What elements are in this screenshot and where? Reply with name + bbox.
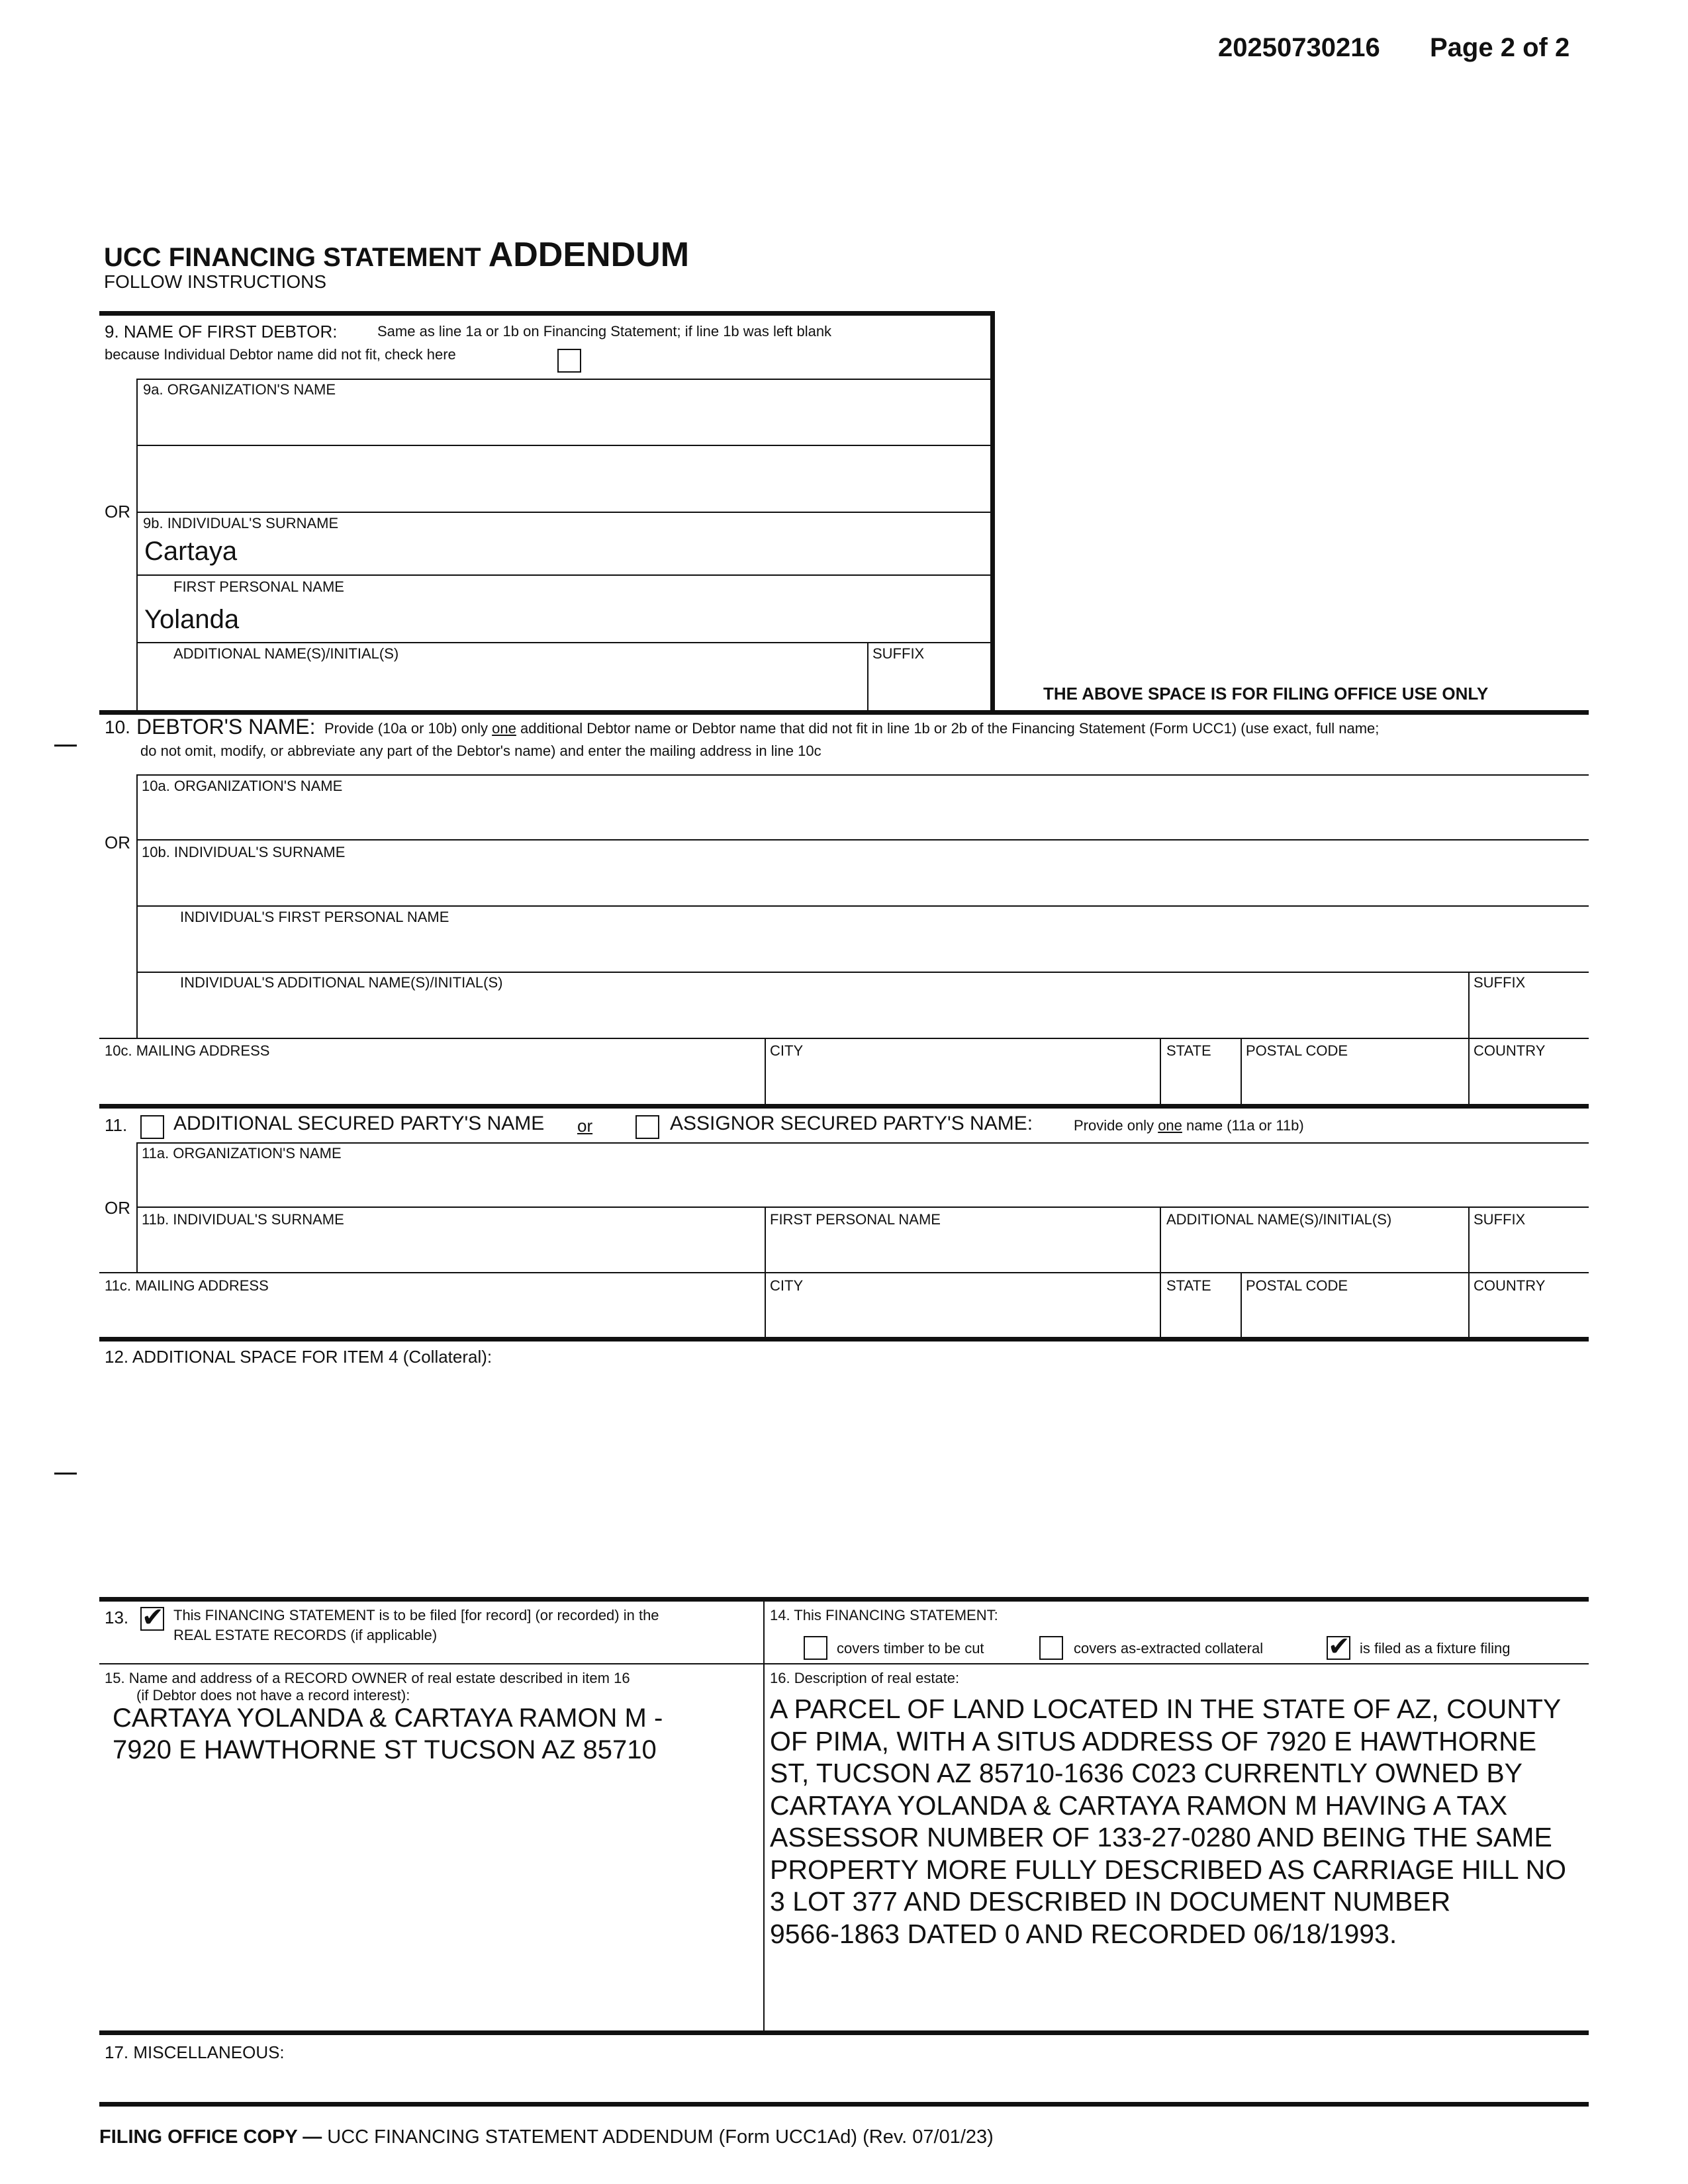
item11-additional-label: ADDITIONAL SECURED PARTY'S NAME bbox=[173, 1113, 545, 1134]
item11a-input[interactable] bbox=[139, 1161, 1582, 1205]
footer-bold: FILING OFFICE COPY — bbox=[99, 2126, 322, 2148]
item10-desc1 bbox=[324, 721, 1379, 736]
item11c-mail-label: 11c. MAILING ADDRESS bbox=[105, 1277, 269, 1294]
item16-line: PROPERTY MORE FULLY DESCRIBED AS CARRIAGE HILL NO bbox=[770, 1854, 1566, 1885]
item16-line: OF PIMA, WITH A SITUS ADDRESS OF 7920 E HAWTHORNE bbox=[770, 1725, 1537, 1756]
item11c-state-label: STATE bbox=[1166, 1277, 1211, 1294]
item16-line: 3 LOT 377 AND DESCRIBED IN DOCUMENT NUMBER bbox=[770, 1886, 1451, 1917]
item10-first-name-label: INDIVIDUAL'S FIRST PERSONAL NAME bbox=[180, 909, 449, 925]
page-indicator: Page 2 of 2 bbox=[1430, 33, 1570, 62]
item11-desc-c: name (11a or 11b) bbox=[1182, 1117, 1304, 1134]
item11-desc bbox=[1074, 1118, 1304, 1133]
item11-assignor-checkbox[interactable] bbox=[635, 1115, 659, 1139]
item9a-label: 9a. ORGANIZATION'S NAME bbox=[143, 381, 336, 398]
item10-additional-label: INDIVIDUAL'S ADDITIONAL NAME(S)/INITIAL(S) bbox=[180, 974, 503, 991]
item10-desc1-c: additional Debtor name or Debtor name that did not fit in line 1b or 2b of the Financing Statement (Form UCC1) (use exact, full name; bbox=[516, 720, 1380, 737]
item10a-label: 10a. ORGANIZATION'S NAME bbox=[142, 778, 343, 794]
item11-additional-checkbox[interactable] bbox=[140, 1115, 164, 1139]
item10a-input[interactable] bbox=[139, 794, 1582, 837]
item14-timber-checkbox[interactable] bbox=[804, 1636, 827, 1660]
item10c-city-label: CITY bbox=[770, 1042, 804, 1059]
item16-line: 9566-1863 DATED 0 AND RECORDED 06/18/1993. bbox=[770, 1918, 1397, 1949]
item9-desc1: Same as line 1a or 1b on Financing Statement; if line 1b was left blank bbox=[377, 323, 832, 340]
item9-or: OR bbox=[105, 502, 130, 522]
item10-suffix-label: SUFFIX bbox=[1474, 974, 1526, 991]
item10c-mail-label: 10c. MAILING ADDRESS bbox=[105, 1042, 270, 1059]
item11-or: or bbox=[577, 1116, 593, 1136]
item9b-label: 9b. INDIVIDUAL'S SURNAME bbox=[143, 515, 339, 531]
item15-owner-line1[interactable]: CARTAYA YOLANDA & CARTAYA RAMON M - bbox=[113, 1704, 663, 1733]
form-title-main: ADDENDUM bbox=[488, 236, 690, 274]
item11b-label: 11b. INDIVIDUAL'S SURNAME bbox=[142, 1211, 344, 1228]
item11a-label: 11a. ORGANIZATION'S NAME bbox=[142, 1145, 342, 1161]
item9-suffix-label: SUFFIX bbox=[872, 645, 925, 662]
item10-number: 10. bbox=[105, 717, 130, 737]
item15-label: 15. Name and address of a RECORD OWNER of real estate described in item 16 bbox=[105, 1670, 630, 1686]
item16-line: CARTAYA YOLANDA & CARTAYA RAMON M HAVING A TAX bbox=[770, 1790, 1508, 1821]
item14-fixture-checkbox[interactable] bbox=[1327, 1631, 1350, 1662]
item13-number: 13. bbox=[105, 1608, 129, 1627]
item14-extracted-label: covers as-extracted collateral bbox=[1074, 1640, 1264, 1657]
margin-tick-top bbox=[54, 745, 77, 747]
item11c-country-label: COUNTRY bbox=[1474, 1277, 1546, 1294]
item10-desc1-one: one bbox=[492, 720, 516, 737]
item12-collateral-area[interactable] bbox=[99, 1370, 1589, 1592]
item10b-input[interactable] bbox=[139, 860, 1582, 903]
item17-label: 17. MISCELLANEOUS: bbox=[105, 2042, 285, 2062]
item12-label: 12. ADDITIONAL SPACE FOR ITEM 4 (Collateral): bbox=[105, 1347, 492, 1367]
item17-input[interactable] bbox=[99, 2065, 1589, 2098]
item14-label: 14. This FINANCING STATEMENT: bbox=[770, 1607, 998, 1623]
item11-assignor-label: ASSIGNOR SECURED PARTY'S NAME: bbox=[670, 1113, 1033, 1134]
item11-desc-a: Provide only bbox=[1074, 1117, 1158, 1134]
form-title bbox=[104, 235, 689, 275]
footer-text bbox=[99, 2126, 994, 2148]
item15-owner-line2[interactable]: 7920 E HAWTHORNE ST TUCSON AZ 85710 bbox=[113, 1735, 657, 1764]
item14-fixture-label: is filed as a fixture filing bbox=[1360, 1640, 1511, 1657]
item11-additional-label: ADDITIONAL NAME(S)/INITIAL(S) bbox=[1166, 1211, 1392, 1228]
item13-text1: This FINANCING STATEMENT is to be filed [for record] (or recorded) in the bbox=[173, 1607, 659, 1623]
item11-first-name-label: FIRST PERSONAL NAME bbox=[770, 1211, 941, 1228]
item9b-surname-value[interactable]: Cartaya bbox=[144, 537, 238, 566]
item9-desc2: because Individual Debtor name did not fit, check here bbox=[105, 346, 456, 363]
item16-line: ST, TUCSON AZ 85710-1636 C023 CURRENTLY OWNED BY bbox=[770, 1758, 1523, 1788]
form-title-prefix: UCC FINANCING STATEMENT bbox=[104, 243, 489, 272]
item11-number: 11. bbox=[105, 1115, 128, 1135]
item10c-postal-label: POSTAL CODE bbox=[1246, 1042, 1348, 1059]
item16-label: 16. Description of real estate: bbox=[770, 1670, 960, 1686]
item11-or-side: OR bbox=[105, 1198, 130, 1218]
item10-desc2: do not omit, modify, or abbreviate any part of the Debtor's name) and enter the mailing address in line 10c bbox=[140, 743, 821, 759]
document-number: 20250730216 bbox=[1218, 33, 1380, 62]
item13-text2: REAL ESTATE RECORDS (if applicable) bbox=[173, 1627, 438, 1643]
margin-tick-bottom bbox=[54, 1473, 77, 1475]
item10-first-name-input[interactable] bbox=[139, 925, 1582, 968]
item13-real-estate-checkbox[interactable] bbox=[140, 1602, 164, 1633]
item9-same-checkbox[interactable] bbox=[557, 349, 581, 373]
item9-first-name-value[interactable]: Yolanda bbox=[144, 605, 240, 634]
footer-rest: UCC FINANCING STATEMENT ADDENDUM (Form UCC1Ad) (Rev. 07/01/23) bbox=[322, 2126, 994, 2148]
item10b-label: 10b. INDIVIDUAL'S SURNAME bbox=[142, 844, 346, 860]
item10-or: OR bbox=[105, 833, 130, 852]
item16-description[interactable] bbox=[770, 1693, 1584, 1950]
item11c-postal-label: POSTAL CODE bbox=[1246, 1277, 1348, 1294]
filing-office-note: THE ABOVE SPACE IS FOR FILING OFFICE USE ONLY bbox=[1043, 684, 1489, 704]
item9-additional-label: ADDITIONAL NAME(S)/INITIAL(S) bbox=[173, 645, 399, 662]
item16-line: A PARCEL OF LAND LOCATED IN THE STATE OF AZ, COUNTY bbox=[770, 1694, 1562, 1724]
follow-instructions: FOLLOW INSTRUCTIONS bbox=[104, 271, 327, 292]
item9-label: 9. NAME OF FIRST DEBTOR: bbox=[105, 322, 338, 341]
item13-check-mark: ✔ bbox=[142, 1602, 164, 1633]
item9-first-name-label: FIRST PERSONAL NAME bbox=[173, 578, 344, 595]
item15-sublabel: (if Debtor does not have a record interest): bbox=[136, 1687, 410, 1704]
item16-line: ASSESSOR NUMBER OF 133-27-0280 AND BEING THE SAME bbox=[770, 1822, 1552, 1852]
item10-desc1-a: Provide (10a or 10b) only bbox=[324, 720, 492, 737]
item10c-country-label: COUNTRY bbox=[1474, 1042, 1546, 1059]
item14-timber-label: covers timber to be cut bbox=[837, 1640, 984, 1657]
item14-fixture-check-mark: ✔ bbox=[1328, 1631, 1350, 1662]
item11-desc-one: one bbox=[1158, 1117, 1182, 1134]
item11-suffix-label: SUFFIX bbox=[1474, 1211, 1526, 1228]
item10c-state-label: STATE bbox=[1166, 1042, 1211, 1059]
item14-extracted-checkbox[interactable] bbox=[1039, 1636, 1063, 1660]
item9a-input[interactable] bbox=[139, 397, 986, 443]
item10-label: DEBTOR'S NAME: bbox=[136, 715, 316, 739]
item11c-city-label: CITY bbox=[770, 1277, 804, 1294]
